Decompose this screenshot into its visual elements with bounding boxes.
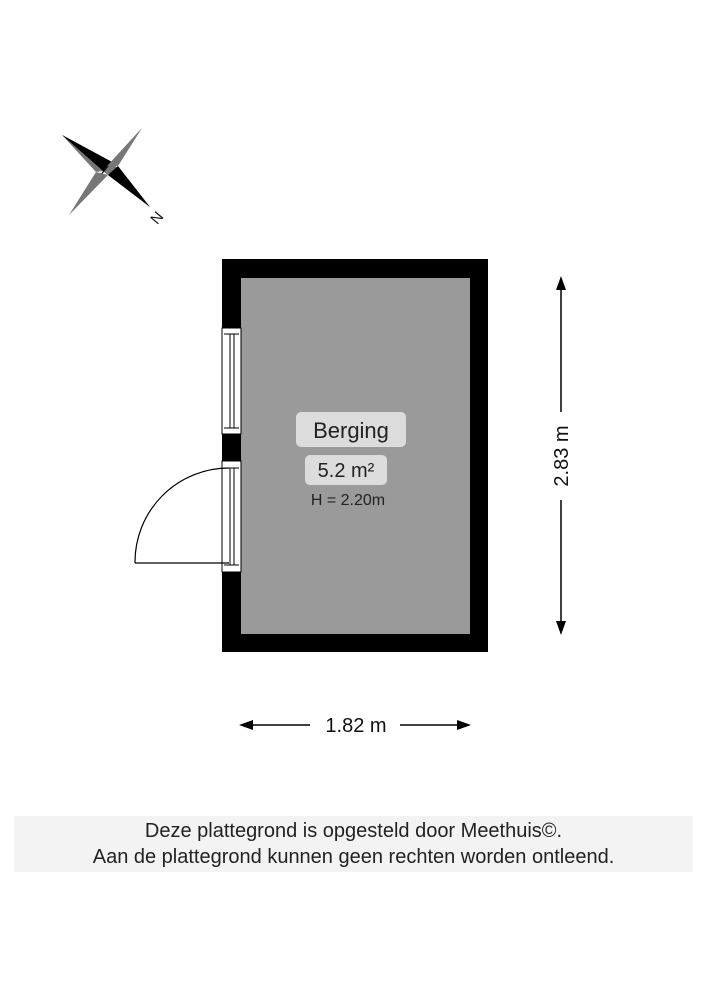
- room-area: 5.2 m²: [317, 460, 375, 482]
- compass-rose-icon: [62, 128, 167, 228]
- depth-label: 2.83 m: [551, 425, 573, 487]
- arrow-right-icon: [457, 720, 471, 730]
- compass-north-letter: N: [147, 208, 168, 228]
- arrow-down-icon: [556, 621, 566, 635]
- disclaimer-line-1: Deze plattegrond is opgesteld door Meethuis©.: [144, 820, 563, 842]
- width-dimension: [239, 715, 471, 737]
- door-swing-arc: [135, 468, 229, 563]
- depth-dimension: [551, 276, 573, 635]
- window: [222, 328, 241, 434]
- width-label: 1.82 m: [325, 715, 387, 737]
- room-name: Berging: [313, 418, 389, 443]
- arrow-up-icon: [556, 276, 566, 290]
- arrow-left-icon: [239, 720, 253, 730]
- disclaimer-line-2: Aan de plattegrond kunnen geen rechten worden ontleend.: [92, 846, 615, 868]
- disclaimer: [14, 816, 693, 872]
- room-height: H = 2.20m: [310, 492, 386, 509]
- door: [135, 461, 241, 572]
